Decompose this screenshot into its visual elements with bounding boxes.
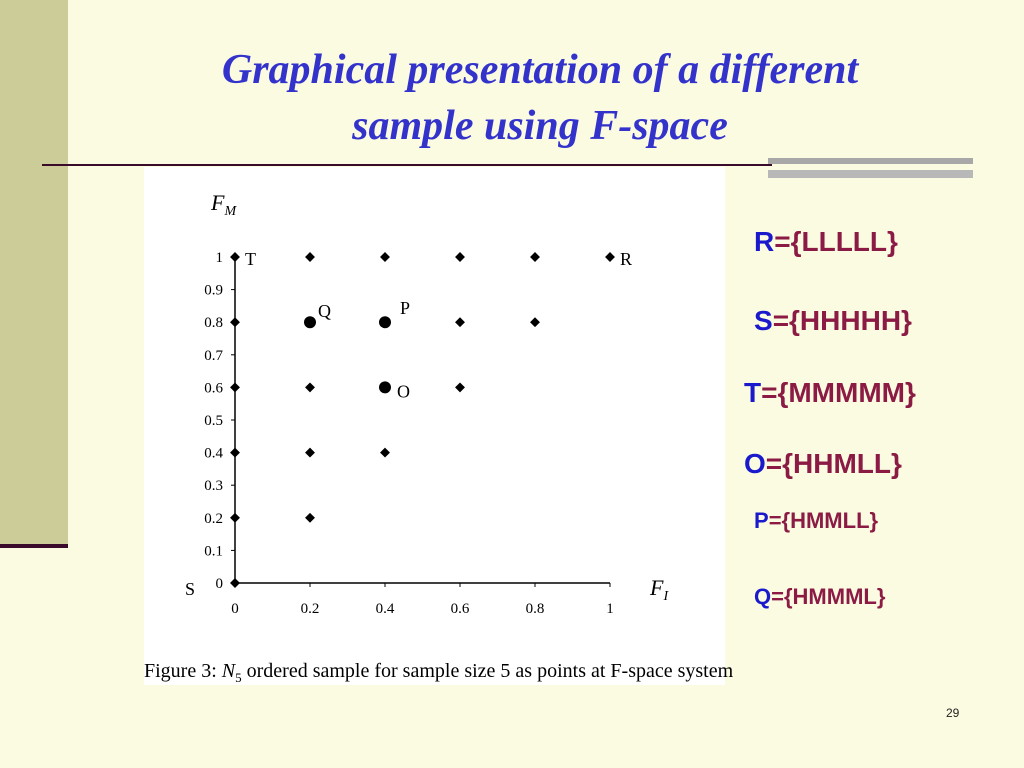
x-tick-label-0.6: 0.6 xyxy=(450,601,470,617)
left-decor-band xyxy=(0,0,68,548)
point-label-r: R xyxy=(620,249,633,269)
data-point-5 xyxy=(605,252,615,262)
set-label-s xyxy=(754,305,912,337)
data-point-11 xyxy=(230,382,240,392)
y-tick-label-0.5: 0.5 xyxy=(204,413,223,429)
title-divider xyxy=(42,164,772,166)
data-point-2 xyxy=(380,252,390,262)
data-point-13 xyxy=(379,381,391,393)
y-tick-label-0.9: 0.9 xyxy=(204,282,223,299)
set-label-r xyxy=(754,226,898,258)
y-tick-label-0.6: 0.6 xyxy=(204,380,223,397)
caption-symbol: N xyxy=(221,660,236,682)
set-value-r: ={LLLLL} xyxy=(774,226,898,257)
set-label-t xyxy=(744,377,916,409)
x-tick-label-0: 0 xyxy=(231,601,239,617)
point-label-o: O xyxy=(397,381,410,402)
x-axis-label: $F_I$ xyxy=(650,575,669,604)
set-name-q: Q xyxy=(754,584,772,609)
set-label-o xyxy=(744,448,902,480)
y-tick-label-0.1: 0.1 xyxy=(204,543,223,560)
set-label-q xyxy=(754,584,885,610)
y-tick-label-0.2: 0.2 xyxy=(204,510,223,527)
data-point-16 xyxy=(305,448,315,458)
point-label-t: T xyxy=(245,249,256,269)
data-point-4 xyxy=(530,252,540,262)
data-point-6 xyxy=(230,317,240,327)
set-name-o: O xyxy=(744,448,766,479)
title-accent-bar xyxy=(768,158,973,164)
point-label-s: S xyxy=(185,579,196,599)
page-number: 29 xyxy=(946,706,960,720)
data-point-19 xyxy=(305,513,315,523)
data-point-17 xyxy=(380,448,390,458)
data-point-9 xyxy=(455,317,465,327)
left-decor-rule xyxy=(0,544,68,548)
y-tick-label-0.7: 0.7 xyxy=(204,347,223,364)
y-axis-label: $F_M$ xyxy=(211,190,237,219)
data-point-20 xyxy=(230,578,240,588)
data-point-3 xyxy=(455,252,465,262)
set-name-p: P xyxy=(754,508,769,533)
y-tick-label-0: 0 xyxy=(215,576,223,592)
set-label-p xyxy=(754,508,878,534)
data-point-12 xyxy=(305,382,315,392)
point-label-q: Q xyxy=(318,301,331,322)
caption-suffix: ordered sample for sample size 5 as points at F-space system xyxy=(241,660,734,682)
data-point-8 xyxy=(379,316,391,328)
data-point-7 xyxy=(304,316,316,328)
set-value-s: ={HHHHH} xyxy=(772,305,912,336)
f-space-scatter-chart xyxy=(144,167,725,667)
title-accent-bar-lower xyxy=(768,170,973,178)
set-value-t: ={MMMMM} xyxy=(761,377,916,408)
set-name-s: S xyxy=(754,305,773,336)
data-point-14 xyxy=(455,382,465,392)
set-name-t: T xyxy=(744,377,762,408)
y-tick-label-1: 1 xyxy=(215,250,223,266)
data-point-0 xyxy=(230,252,240,262)
x-tick-label-0.4: 0.4 xyxy=(375,601,395,617)
title-line-2: sample using F-space xyxy=(352,103,728,149)
title-line-1: Graphical presentation of a different xyxy=(221,47,859,93)
y-tick-label-0.3: 0.3 xyxy=(204,478,223,495)
figure-caption xyxy=(144,660,733,686)
data-point-15 xyxy=(230,448,240,458)
data-point-18 xyxy=(230,513,240,523)
data-point-10 xyxy=(530,317,540,327)
caption-prefix: Figure 3: xyxy=(144,660,222,682)
data-point-1 xyxy=(305,252,315,262)
slide-title xyxy=(100,42,980,154)
x-tick-label-1: 1 xyxy=(606,601,614,617)
set-name-r: R xyxy=(754,226,775,257)
x-tick-label-0.8: 0.8 xyxy=(525,601,545,617)
y-tick-label-0.8: 0.8 xyxy=(204,315,223,332)
caption-subscript: 5 xyxy=(235,670,242,685)
point-label-p: P xyxy=(400,298,411,319)
set-value-q: ={HMMML} xyxy=(771,584,886,609)
set-value-p: ={HMMLL} xyxy=(768,508,879,533)
set-value-o: ={HHMLL} xyxy=(765,448,902,479)
y-tick-label-0.4: 0.4 xyxy=(204,445,223,462)
x-tick-label-0.2: 0.2 xyxy=(300,601,320,617)
